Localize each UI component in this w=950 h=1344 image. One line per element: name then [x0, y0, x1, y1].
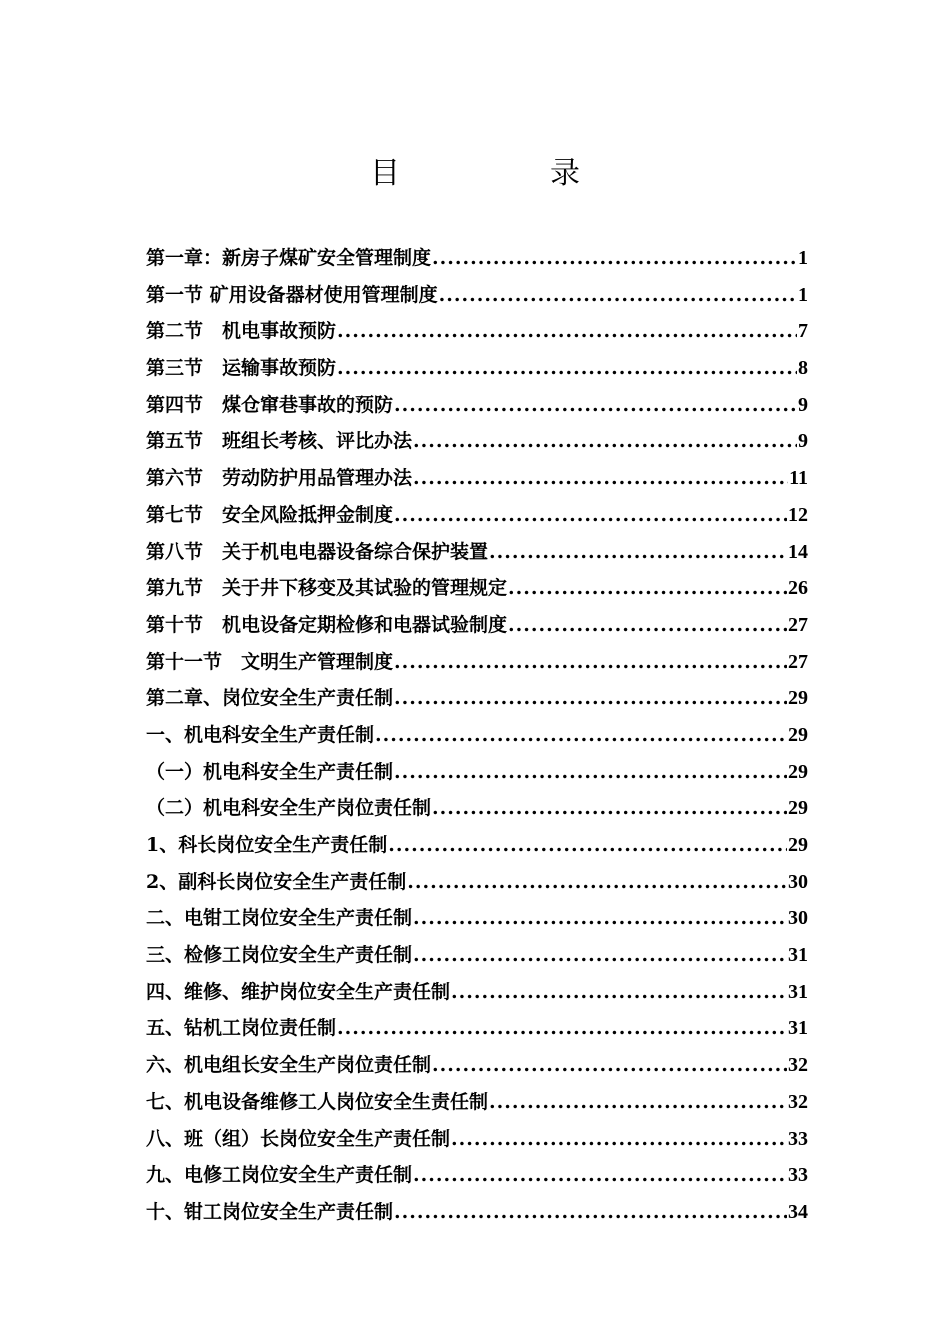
toc-dot-leader: [432, 1047, 787, 1084]
toc-entry-page: 9: [798, 393, 808, 416]
toc-entry[interactable]: [146, 680, 808, 717]
toc-entry-page: 33: [788, 1164, 808, 1187]
toc-entry-page: 29: [788, 797, 808, 820]
toc-entry[interactable]: [146, 387, 808, 424]
toc-entry[interactable]: [146, 497, 808, 534]
toc-dot-leader: [394, 644, 787, 681]
toc-entry[interactable]: [146, 1121, 808, 1158]
toc-entry[interactable]: [146, 974, 808, 1011]
toc-dot-leader: [432, 790, 787, 827]
toc-entry[interactable]: [146, 607, 808, 644]
toc-dot-leader: [451, 1121, 787, 1158]
toc-entry-label: 第六节 劳动防护用品管理办法: [146, 467, 413, 490]
toc-dot-leader: [394, 680, 787, 717]
toc-entry-page: 30: [788, 870, 808, 893]
toc-entry-page: 33: [788, 1127, 808, 1150]
toc-entry[interactable]: [146, 1010, 808, 1047]
toc-entry-label: （二）机电科安全生产岗位责任制: [146, 797, 432, 820]
toc-entry-label: 第四节 煤仓窜巷事故的预防: [146, 393, 394, 416]
toc-entry[interactable]: [146, 717, 808, 754]
toc-dot-leader: [451, 974, 787, 1011]
toc-entry-label: 第五节 班组长考核、评比办法: [146, 430, 413, 453]
toc-entry-page: 29: [788, 687, 808, 710]
toc-entry-page: 31: [788, 944, 808, 967]
toc-dot-leader: [508, 570, 787, 607]
toc-dot-leader: [508, 607, 787, 644]
toc-entry-label: 第八节 关于机电电器设备综合保护装置: [146, 540, 489, 563]
toc-dot-leader: [413, 460, 788, 497]
toc-entry-label: 十、钳工岗位安全生产责任制: [146, 1200, 394, 1223]
toc-entry-page: 11: [789, 467, 808, 490]
toc-dot-leader: [489, 534, 787, 571]
toc-entry-page: 14: [788, 540, 808, 563]
toc-entry-page: 29: [788, 760, 808, 783]
toc-dot-leader: [432, 240, 797, 277]
toc-dot-leader: [413, 423, 797, 460]
toc-entry[interactable]: [146, 790, 808, 827]
toc-dot-leader: [375, 717, 787, 754]
toc-entry-label: 1、科长岗位安全生产责任制: [146, 834, 388, 856]
toc-entry[interactable]: [146, 460, 808, 497]
toc-entry-page: 34: [788, 1200, 808, 1223]
toc-entry-label: 第三节 运输事故预防: [146, 357, 337, 380]
toc-entry[interactable]: [146, 570, 808, 607]
toc-entry[interactable]: [146, 313, 808, 350]
toc-entry-label: 第一节 矿用设备器材使用管理制度: [146, 283, 438, 306]
toc-dot-leader: [394, 497, 787, 534]
toc-entry-label: （一）机电科安全生产责任制: [146, 760, 394, 783]
toc-list: [146, 240, 808, 1231]
toc-entry-label: 第七节 安全风险抵押金制度: [146, 503, 394, 526]
toc-entry[interactable]: [146, 1157, 808, 1194]
toc-entry-label: 第九节 关于井下移变及其试验的管理规定: [146, 577, 508, 600]
toc-entry-label: 第二章、岗位安全生产责任制: [146, 687, 394, 710]
toc-entry-label: 第十一节 文明生产管理制度: [146, 650, 394, 673]
toc-dot-leader: [388, 827, 787, 864]
toc-entry-page: 27: [788, 613, 808, 636]
toc-dot-leader: [337, 350, 797, 387]
toc-entry-label: 2、副科长岗位安全生产责任制: [146, 870, 407, 893]
toc-dot-leader: [394, 1194, 787, 1231]
toc-dot-leader: [413, 1157, 787, 1194]
toc-entry-page: 7: [798, 320, 808, 343]
toc-entry-label: 六、机电组长安全生产岗位责任制: [146, 1054, 432, 1077]
toc-entry[interactable]: [146, 1194, 808, 1231]
toc-title: 目 录: [370, 156, 640, 191]
toc-entry-label: 第二节 机电事故预防: [146, 320, 337, 343]
toc-entry-page: 8: [798, 357, 808, 380]
toc-entry-page: 1: [798, 247, 808, 269]
toc-entry[interactable]: [146, 277, 808, 314]
toc-entry[interactable]: [146, 240, 808, 277]
toc-dot-leader: [394, 387, 797, 424]
toc-dot-leader: [337, 1010, 787, 1047]
toc-entry-page: 31: [788, 1017, 808, 1040]
toc-entry-label: 八、班（组）长岗位安全生产责任制: [146, 1127, 451, 1150]
toc-dot-leader: [489, 1084, 787, 1121]
toc-entry-page: 29: [788, 723, 808, 746]
toc-entry[interactable]: [146, 1047, 808, 1084]
toc-entry-label: 七、机电设备维修工人岗位安全生责任制: [146, 1090, 489, 1113]
toc-entry-label: 四、维修、维护岗位安全生产责任制: [146, 980, 451, 1003]
toc-entry-label: 五、钻机工岗位责任制: [146, 1017, 337, 1040]
toc-entry-page: 9: [798, 430, 808, 453]
toc-entry[interactable]: [146, 534, 808, 571]
toc-entry-page: 12: [788, 503, 808, 526]
toc-dot-leader: [413, 937, 787, 974]
toc-entry-label: 第一章：新房子煤矿安全管理制度: [146, 247, 432, 269]
toc-entry[interactable]: [146, 827, 808, 864]
toc-entry-label: 第十节 机电设备定期检修和电器试验制度: [146, 613, 508, 636]
toc-entry-page: 27: [788, 650, 808, 673]
toc-entry-page: 30: [788, 907, 808, 930]
toc-dot-leader: [394, 754, 787, 791]
toc-entry-page: 32: [788, 1090, 808, 1113]
toc-entry-page: 1: [798, 283, 808, 306]
toc-entry[interactable]: [146, 754, 808, 791]
toc-entry-page: 26: [788, 577, 808, 600]
toc-entry[interactable]: [146, 1084, 808, 1121]
toc-entry-page: 32: [788, 1054, 808, 1077]
toc-entry[interactable]: [146, 900, 808, 937]
toc-dot-leader: [337, 313, 797, 350]
toc-dot-leader: [439, 277, 797, 314]
toc-entry-page: 31: [788, 980, 808, 1003]
toc-entry-label: 九、电修工岗位安全生产责任制: [146, 1164, 413, 1187]
toc-entry[interactable]: [146, 937, 808, 974]
toc-entry[interactable]: [146, 864, 808, 901]
toc-dot-leader: [413, 900, 787, 937]
toc-entry[interactable]: [146, 644, 808, 681]
toc-dot-leader: [407, 864, 787, 901]
toc-entry-label: 三、检修工岗位安全生产责任制: [146, 944, 413, 967]
toc-entry-label: 二、电钳工岗位安全生产责任制: [146, 907, 413, 930]
toc-entry-label: 一、机电科安全生产责任制: [146, 723, 375, 746]
toc-entry-page: 29: [788, 834, 808, 856]
toc-entry[interactable]: [146, 350, 808, 387]
toc-entry[interactable]: [146, 423, 808, 460]
